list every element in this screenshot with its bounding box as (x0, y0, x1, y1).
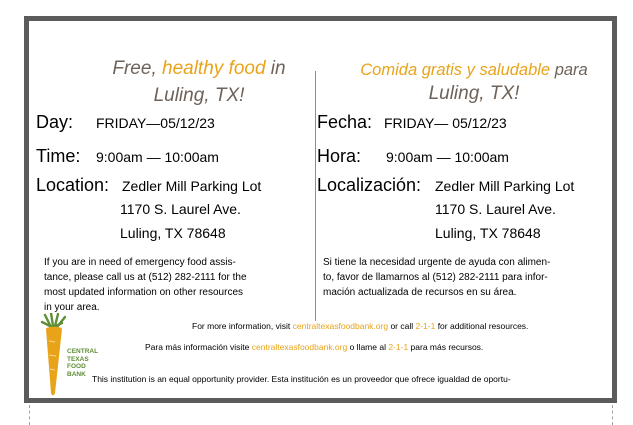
spanish-phone-link[interactable]: 2-1-1 (388, 342, 409, 352)
spanish-time-label: Hora: (317, 146, 362, 166)
english-notice-line4: in your area. (44, 302, 100, 313)
logo-line4: BANK (67, 370, 86, 378)
spanish-notice (323, 255, 608, 300)
spanish-day-value: FRIDAY— 05/12/23 (384, 115, 507, 131)
english-phone-link[interactable]: 2-1-1 (415, 321, 436, 331)
english-location-line1: Zedler Mill Parking Lot (122, 178, 262, 194)
spanish-notice-line2: to, favor de llamarnos al (512) 282-2111 para infor- (323, 272, 548, 283)
food-bank-logo (37, 313, 97, 398)
english-location-line2: 1170 S. Laurel Ave. (120, 201, 241, 217)
spanish-more-info-pre: Para más información visite (145, 342, 252, 352)
page-guide-right (612, 405, 614, 425)
english-title-line2: Luling, TX! (153, 85, 245, 106)
spanish-title-highlight: Comida gratis y saludable (360, 61, 551, 79)
spanish-title-post: para (550, 61, 588, 79)
spanish-more-info-post: para más recursos. (408, 342, 484, 352)
logo-line2: TEXAS (67, 355, 89, 363)
english-day-value: FRIDAY—05/12/23 (96, 115, 215, 131)
spanish-website-link[interactable]: centraltexasfoodbank.org (251, 342, 348, 352)
equal-opportunity-statement: This institution is an equal opportunity provider. Esta institución es un proveedor que ofrece igualdad de oportu- (92, 374, 511, 384)
spanish-location-line3: Luling, TX 78648 (435, 225, 541, 241)
spanish-location-label: Localización: (317, 175, 422, 195)
spanish-title (329, 58, 619, 106)
spanish-notice-line1: Si tiene la necesidad urgente de ayuda con alimen- (323, 257, 551, 268)
english-notice-line3: most updated information on other resources (44, 287, 243, 298)
english-time-label: Time: (36, 146, 81, 166)
english-website-link[interactable]: centraltexasfoodbank.org (292, 321, 389, 331)
english-more-info-mid: or call (388, 321, 416, 331)
logo-line3: FOOD (67, 363, 86, 370)
spanish-more-info-mid: o llame al (347, 342, 389, 352)
english-notice-line1: If you are in need of emergency food assis- (44, 257, 236, 268)
spanish-location-line2: 1170 S. Laurel Ave. (435, 201, 556, 217)
english-time-value: 9:00am — 10:00am (96, 149, 219, 165)
spanish-location-line1: Zedler Mill Parking Lot (435, 178, 575, 194)
english-title-highlight: healthy food (162, 58, 266, 79)
spanish-day-label: Fecha: (317, 112, 373, 132)
english-title-post: in (265, 58, 286, 79)
english-more-info (192, 321, 528, 331)
english-title-pre: Free, (112, 58, 162, 79)
spanish-title-line2: Luling, TX! (428, 83, 520, 104)
english-notice (44, 255, 304, 315)
spanish-notice-line3: mación actualizada de recursos en su área. (323, 287, 517, 298)
english-more-info-pre: For more information, visit (192, 321, 293, 331)
logo-line1: CENTRAL (67, 348, 99, 355)
english-location-line3: Luling, TX 78648 (120, 225, 226, 241)
spanish-more-info (145, 342, 483, 352)
english-location-label: Location: (36, 175, 110, 195)
english-notice-line2: tance, please call us at (512) 282-2111 for the (44, 272, 247, 283)
english-title (69, 55, 329, 109)
page-guide-left (29, 405, 31, 425)
english-more-info-post: for additional resources. (435, 321, 529, 331)
english-day-label: Day: (36, 112, 74, 132)
flyer (24, 16, 617, 403)
column-divider (315, 71, 316, 321)
spanish-time-value: 9:00am — 10:00am (386, 149, 509, 165)
